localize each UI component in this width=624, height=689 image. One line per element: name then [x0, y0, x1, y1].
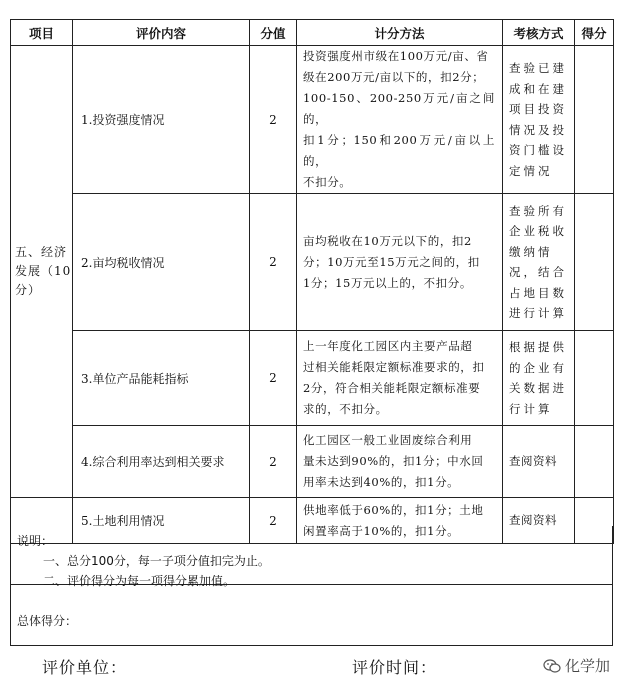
method-line: 闲置率高于10%的，扣1分。	[303, 523, 460, 538]
note-line-1: 一、总分100分，每一子项分值扣完为止。	[43, 554, 270, 568]
method-cell	[297, 426, 503, 498]
category-line: 五、经济	[15, 245, 68, 259]
wechat-icon	[543, 659, 561, 673]
category-line: 发展（10	[15, 264, 72, 278]
check-line: 行计算	[509, 401, 553, 416]
method-line: 投资强度州市级在100万元/亩、省	[303, 49, 489, 63]
header-score: 分值	[250, 20, 297, 46]
check-line: 况，结合	[509, 265, 567, 279]
method-line: 级在200万元/亩以下的，扣2分；	[303, 70, 485, 84]
category-line: 分）	[15, 283, 42, 297]
check-line: 查验已建	[509, 61, 567, 75]
notes-title: 说明：	[17, 534, 54, 548]
evaluation-table-wrapper	[10, 19, 613, 544]
evaluation-unit-label: 评价单位：	[42, 658, 128, 677]
header-content: 评价内容	[73, 20, 250, 46]
item-cell: 5.土地利用情况	[73, 498, 250, 544]
got-cell[interactable]	[575, 426, 614, 498]
table-row	[11, 46, 614, 194]
check-line: 企业税收	[509, 224, 567, 238]
evaluation-table	[10, 19, 614, 544]
score-cell: 2	[250, 498, 297, 544]
got-cell[interactable]	[575, 194, 614, 331]
header-method: 计分方法	[297, 20, 503, 46]
table-row	[11, 194, 614, 331]
check-cell: 查阅资料	[503, 426, 575, 498]
method-line: 过相关能耗限定额标准要求的，扣	[303, 360, 485, 374]
watermark-text: 化学加	[564, 657, 610, 675]
method-line: 亩均税收在10万元以下的，扣2	[303, 233, 472, 248]
check-cell	[503, 46, 575, 194]
method-line: 量未达到90%的，扣1分；中水回	[303, 454, 484, 468]
category-cell	[11, 46, 73, 498]
score-cell: 2	[250, 194, 297, 331]
item-cell: 2.亩均税收情况	[73, 194, 250, 331]
method-cell	[297, 331, 503, 426]
method-line: 扣1分；150和200万元/亩以上的，	[303, 133, 495, 168]
check-cell	[503, 331, 575, 426]
check-line: 关数据进	[509, 381, 567, 395]
check-line: 成和在建	[509, 81, 567, 96]
total-score-label: 总体得分：	[17, 614, 78, 628]
notes-section	[10, 526, 613, 588]
check-line: 占地目数	[509, 285, 567, 300]
got-cell[interactable]	[575, 331, 614, 426]
method-line: 用率未达到40%的，扣1分。	[303, 475, 460, 489]
table-row	[11, 331, 614, 426]
check-line: 资门槛设	[509, 143, 567, 157]
method-line: 2分，符合相关能耗限定额标准要	[303, 381, 481, 395]
check-line: 情况及投	[509, 122, 567, 137]
item-cell: 4.综合利用率达到相关要求	[73, 426, 250, 498]
got-cell[interactable]	[575, 46, 614, 194]
header-got: 得分	[575, 20, 614, 46]
table-row	[11, 426, 614, 498]
check-line: 项目投资	[509, 102, 567, 116]
evaluation-time-label: 评价时间：	[352, 658, 438, 677]
method-line: 供地率低于60%的，扣1分；土地	[303, 502, 484, 517]
header-project: 项目	[11, 20, 73, 46]
method-line: 不扣分。	[303, 175, 352, 189]
header-row	[11, 20, 614, 46]
method-line: 100-150、200-250万元/亩之间的，	[303, 91, 495, 126]
method-line: 分；10万元至15万元之间的，扣	[303, 254, 480, 269]
method-cell	[297, 194, 503, 331]
method-cell	[297, 46, 503, 194]
item-cell: 3.单位产品能耗指标	[73, 331, 250, 426]
check-line: 缴纳情	[509, 244, 553, 259]
item-cell: 1.投资强度情况	[73, 46, 250, 194]
check-line: 查验所有	[509, 203, 567, 218]
method-line: 1分；15万元以上的，不扣分。	[303, 275, 472, 290]
score-cell: 2	[250, 46, 297, 194]
method-line: 化工园区一般工业固废综合利用	[303, 433, 473, 447]
total-score-section	[10, 585, 613, 646]
check-line: 进行计算	[509, 306, 567, 320]
method-line: 上一年度化工园区内主要产品超	[303, 339, 473, 353]
check-line: 根据提供	[509, 340, 567, 354]
check-cell	[503, 194, 575, 331]
score-cell: 2	[250, 331, 297, 426]
method-line: 求的，不扣分。	[303, 402, 388, 416]
check-line: 定情况	[509, 163, 553, 178]
note-line-2: 二、评价得分为每一项得分累加值。	[43, 574, 236, 588]
check-cell: 查阅资料	[503, 498, 575, 544]
check-line: 的企业有	[509, 360, 567, 375]
score-cell: 2	[250, 426, 297, 498]
watermark	[543, 655, 610, 676]
header-check: 考核方式	[503, 20, 575, 46]
